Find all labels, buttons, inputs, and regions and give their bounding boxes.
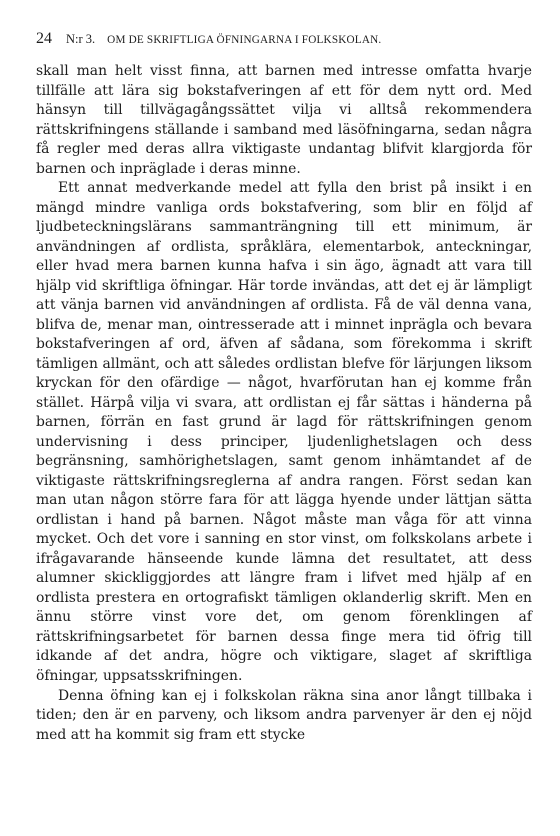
running-title: OM DE SKRIFTLIGA ÖFNINGARNA I FOLKSKOLAN. bbox=[107, 34, 382, 46]
paragraph-1: skall man helt visst finna, att barnen med intresse omfatta hvarje tillfälle att lära sig bokstafveringen af ett för dem nytt ord. Med hänsyn till tillvägagångssättet vilja vi alltså rekommendera rättskrifningens ställande i samband med läsöfningarna, sedan några få regler med deras allra viktigaste undantag blifvit klargjorda för barnen och inpräglade i deras minne. bbox=[36, 63, 532, 177]
issue-number: N:r 3. bbox=[66, 32, 96, 46]
running-header bbox=[36, 30, 532, 54]
paragraph-3: Denna öfning kan ej i folkskolan räkna sina anor långt tillbaka i tiden; den är en parveny, och liksom andra parvenyer är den ej nöjd med att ha kommit sig fram ett stycke bbox=[36, 687, 532, 743]
paragraph-2: Ett annat medverkande medel att fylla den brist på insikt i en mängd mindre vanliga ords bokstafvering, som blir en följd af ljudbeteckningslärans sammanträngning till ett minimum, är användningen af ordlista, språklära, elementarbok, anteckningar, eller hvad mera barnen kunna hafva i sin ägo, ägnadt att vara till hjälp vid skriftliga öfningar. Här torde invändas, att det ej är lämpligt att vänja barnen vid användningen af ordlista. Få de väl denna vana, blifva de, menar man, ointresserade att i minnet inprägla och bevara bokstafveringen af ord, äfven af sådana, som förekomma i skrift tämligen allmänt, och att således ordlistan blefve för lärjungen liksom kryckan för den ofärdige — något, hvarförutan han ej komme från stället. Härpå vilja vi svara, att ordlistan ej får sättas i händerna på barnen, förrän en fast grund är lagd för rättskrifningen genom undervisning i dess principer, ljudenlighetslagen och dess begränsning, samhörighetslagen, samt genom inhämtandet af de viktigaste rättskrifningsreglerna af andra rangen. Först sedan kan man utan någon större fara för att lägga hyende under lättjan sätta ordlistan i hand på barnen. Något måste man våga för att vinna mycket. Och det vore i sanning en stor vinst, om folkskolans arbete i ifrågavarande hänseende kunde lämna det resultatet, att dess alumner skickliggjordes att längre fram i lifvet med hjälp af en ordlista prestera en ortografiskt tämligen oklanderlig skrift. Men en ännu större vinst vore det, om genom förenklingen af rättskrifningsarbetet för barnen dessa finge mera tid öfrig till idkande af det andra, högre och viktigare, slaget af skriftliga öfningar, uppsatsskrifningen. bbox=[36, 180, 532, 684]
book-page bbox=[36, 30, 532, 745]
body-text bbox=[36, 62, 532, 745]
page-number: 24 bbox=[36, 30, 52, 47]
